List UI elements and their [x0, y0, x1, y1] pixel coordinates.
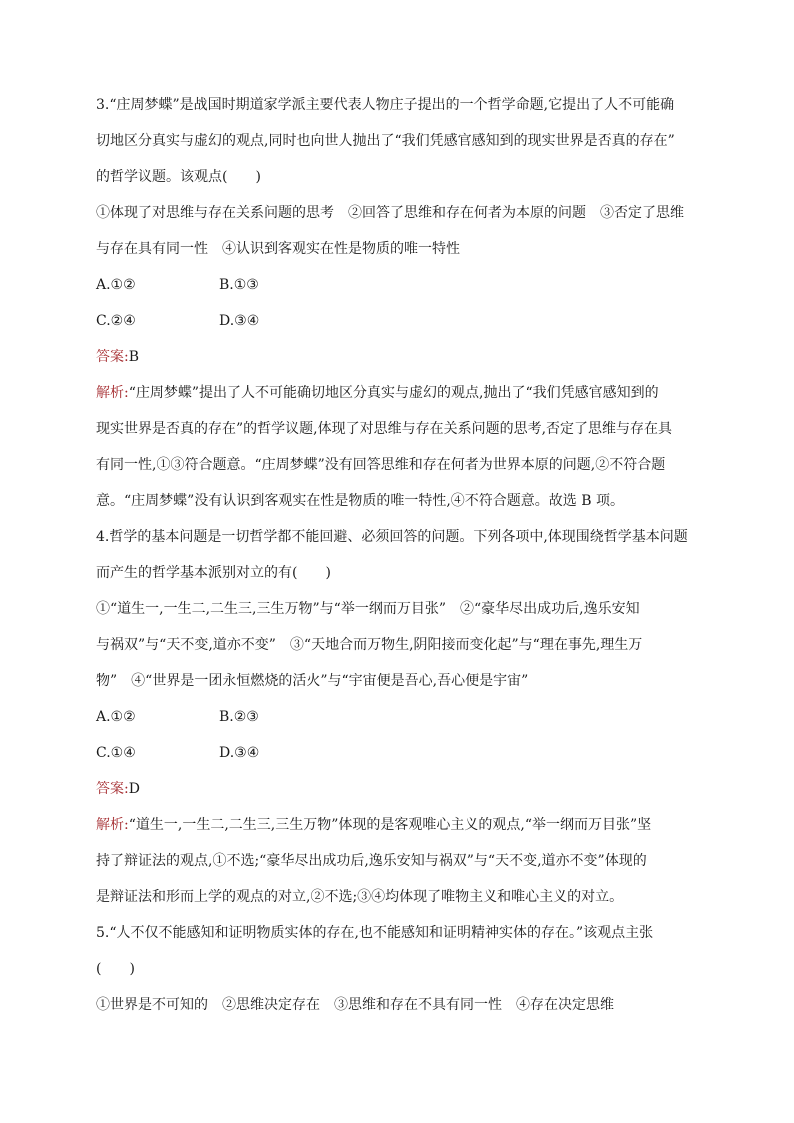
answer-value: D: [128, 781, 140, 797]
analysis-text: “庄周梦蝶”提出了人不可能确切地区分真实与虚幻的观点,抛出了“我们凭感官感知到的: [128, 385, 659, 401]
question-stem-line: 而产生的哲学基本派别对立的有( ): [96, 565, 331, 581]
options-row: [96, 706, 714, 728]
option-a: A.①②: [96, 709, 136, 725]
analysis-label: 解析:: [96, 385, 129, 401]
statement-line: 与存在具有同一性 ④认识到客观实在性是物质的唯一特性: [96, 241, 460, 257]
analysis-line: [96, 814, 714, 836]
question-3: [96, 94, 714, 512]
analysis-line: 现实世界是否真的存在”的哲学议题,体现了对思维与存在关系问题的思考,否定了思维与存在具: [96, 421, 673, 437]
statement-line: ①“道生一,一生二,二生三,三生万物”与“举一纲而万目张” ②“豪华尽出成功后,逸乐安知: [96, 601, 640, 617]
statement-line: 物” ④“世界是一团永恒燃烧的活火”与“宇宙便是吾心,吾心便是宇宙”: [96, 673, 529, 689]
option-d: D.③④: [219, 745, 260, 761]
analysis-label: 解析:: [96, 817, 129, 833]
analysis-line: 是辩证法和形而上学的观点的对立,②不选;③④均体现了唯物主义和唯心主义的对立。: [96, 889, 624, 905]
option-a: A.①②: [96, 277, 136, 293]
options-row: [96, 274, 714, 296]
question-stem-line: 3.“庄周梦蝶”是战国时期道家学派主要代表人物庄子提出的一个哲学命题,它提出了人不可能确: [96, 97, 675, 113]
statement-line: ①体现了对思维与存在关系问题的思考 ②回答了思维和存在何者为本原的问题 ③否定了思维: [96, 205, 684, 221]
question-stem-line: 的哲学议题。该观点( ): [96, 169, 261, 185]
analysis-line: 意。“庄周梦蝶”没有认识到客观实在性是物质的唯一特性,④不符合题意。故选 B 项。: [96, 493, 624, 509]
options-row: [96, 310, 714, 332]
analysis-line: 持了辩证法的观点,①不选;“豪华尽出成功后,逸乐安知与祸双”与“天不变,道亦不变”体现的: [96, 853, 647, 869]
answer-line: [96, 778, 714, 800]
option-b: B.②③: [219, 709, 259, 725]
answer-label: 答案:: [96, 781, 129, 797]
answer-line: [96, 346, 714, 368]
options-row: [96, 742, 714, 764]
statement-line: ①世界是不可知的 ②思维决定存在 ③思维和存在不具有同一性 ④存在决定思维: [96, 997, 614, 1013]
analysis-line: [96, 382, 714, 404]
analysis-text: “道生一,一生二,二生三,三生万物”体现的是客观唯心主义的观点,“举一纲而万目张”坚: [128, 817, 652, 833]
option-c: C.①④: [96, 745, 136, 761]
answer-label: 答案:: [96, 349, 129, 365]
option-b: B.①③: [219, 277, 259, 293]
question-5: [96, 922, 714, 1016]
question-stem-line: 切地区分真实与虚幻的观点,同时也向世人抛出了“我们凭感官感知到的现实世界是否真的存在”: [96, 133, 675, 149]
question-4: [96, 526, 714, 908]
question-stem-line: 4.哲学的基本问题是一切哲学都不能回避、必须回答的问题。下列各项中,体现围绕哲学基本问题: [96, 529, 688, 545]
option-d: D.③④: [219, 313, 260, 329]
answer-value: B: [128, 349, 140, 365]
question-stem-line: ( ): [96, 961, 135, 977]
question-stem-line: 5.“人不仅不能感知和证明物质实体的存在,也不能感知和证明精神实体的存在。”该观点主张: [96, 925, 654, 941]
option-c: C.②④: [96, 313, 136, 329]
analysis-line: 有同一性,①③符合题意。“庄周梦蝶”没有回答思维和存在何者为世界本原的问题,②不符合题: [96, 457, 666, 473]
statement-line: 与祸双”与“天不变,道亦不变” ③“天地合而万物生,阴阳接而变化起”与“理在事先,理生万: [96, 637, 643, 653]
